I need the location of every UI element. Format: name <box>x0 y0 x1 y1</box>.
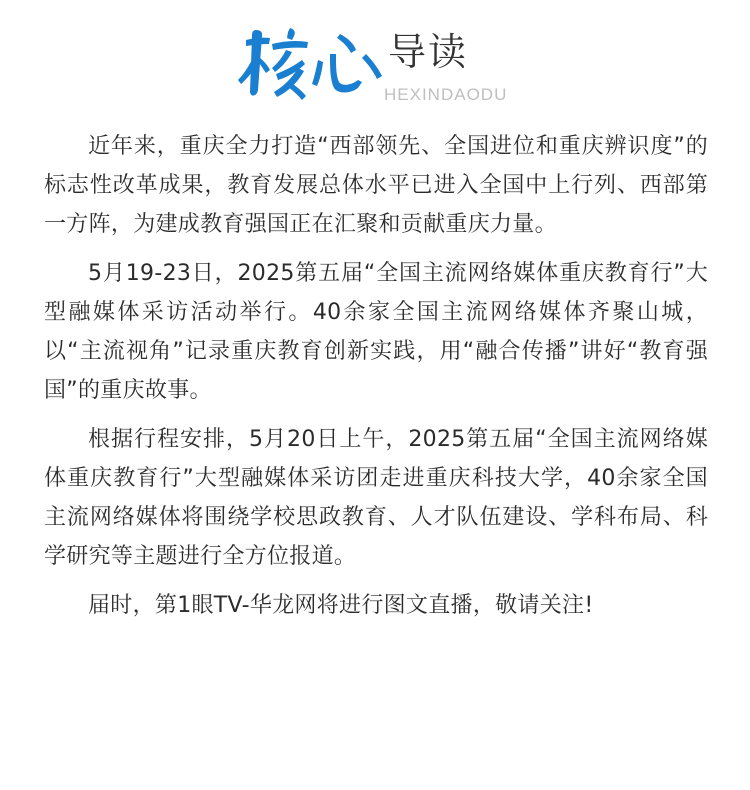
paragraph: 近年来，重庆全力打造“西部领先、全国进位和重庆辨识度”的标志性改革成果，教育发展总体水平已进入全国中上行列、西部第一方阵，为建成教育强国正在汇聚和贡献重庆力量。 <box>44 134 708 237</box>
paragraph: 届时，第1眼TV-华龙网将进行图文直播，敬请关注! <box>88 593 594 618</box>
core-logo <box>232 24 390 104</box>
header-title: 导读 <box>388 30 469 74</box>
paragraph: 根据行程安排，5月20日上午，2025第五届“全国主流网络媒体重庆教育行”大型融媒体采访团走进重庆科技大学，40余家全国主流网络媒体将围绕学校思政教育、人才队伍建设、学科布局、科学研究等主题进行全方位报道。 <box>44 427 708 569</box>
article-body <box>44 127 708 635</box>
header-subtitle: HEXINDAODU <box>384 85 508 104</box>
section-header <box>0 0 750 120</box>
paragraph: 5月19-23日，2025第五届“全国主流网络媒体重庆教育行”大型融媒体采访活动举行。40余家全国主流网络媒体齐聚山城，以“主流视角”记录重庆教育创新实践，用“融合传播”讲好“教育强国”的重庆故事。 <box>44 261 708 403</box>
